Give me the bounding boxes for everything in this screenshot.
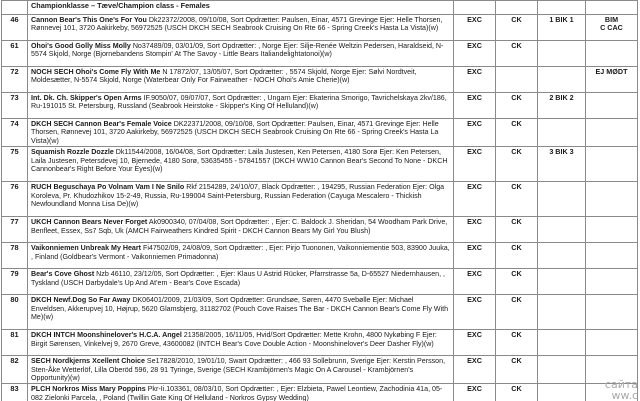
entry-certificate: CK [496,147,538,182]
dog-details: Se17828/2010, 19/01/10, Swart Opdrætter: , 466 93 Sollebrunn, Sverige Ejer: Kerstin Persson, Sten-Åke Wetterlöf, Lilla Oberöd 596, 28 91 Tyringe, Sverige (SECH Krambjörnen's Magic On A Carousel - Krambjörnen's Opportunity)(w) [31,357,446,383]
entry-row [2,384,638,401]
entry-row [2,147,638,182]
entry-certificate: CK [496,243,538,269]
entry-description [28,356,454,384]
entry-placement [538,182,586,217]
dog-details: Ak0900340, 07/04/08, Sort Opdrætter: , Ejer: C. Baldock J. Sheridan, 54 Woodham Park Drive, Benfleet, Essex, Ss7 Sqb, Uk (AMCH Fairweathers Kindred Spirit - DKCH Cannon Bears My Girl You Blush) [31,218,448,235]
dog-name: Cannon Bear's This One's For You [31,16,147,24]
entry-certificate: CK [496,41,538,67]
entry-number: 77 [2,217,28,243]
entry-award [586,295,638,330]
entry-certificate: CK [496,384,538,401]
entry-row [2,330,638,356]
entry-certificate [496,67,538,93]
class-header-row [2,1,638,15]
dog-name: NOCH SECH Ohoi's Come Fly With Me [31,68,161,76]
dog-name: UKCH Cannon Bears Never Forget [31,218,148,227]
entry-certificate: CK [496,356,538,384]
dog-details: Nzb 46110, 23/12/05, Sort Opdrætter: , Ejer: Klaus U Astrid Rücker, Pfarrstrasse 5a, D-65527 Niedernhausen, , Tyskland (USCH Darbydale's Up And At'em - Bear's Cove Escada) [31,270,445,287]
watermark-line-2: ww.c [611,389,638,401]
entry-description [28,119,454,147]
entry-certificate: CK [496,182,538,217]
entry-description [28,330,454,356]
entry-certificate: CK [496,119,538,147]
entry-description [28,67,454,93]
dog-details: Dk22372/2008, 09/10/08, Sort Opdrætter: Paulsen, Einar, 4571 Grevinge Ejer: Helle Thorsen, Rønnevej 101, 3720 Aakirkeby, 56972525 (USCH DKCH SECH Seabrook Cruising On Rte 66 - Spring Creek's Hasta La Vista)(w) [31,16,443,33]
entry-row [2,295,638,330]
entry-grade: EXC [454,356,496,384]
dog-details: Rkf 2154289, 24/10/07, Black Opdrætter: , 194295, Russian Federation Ejer: Olga Koroleva, Pr. Khudozhikov 15-2-49, Russia, Ru-199004 Saint-Petersburg, Russian Federation (Cayuga Mescalero - Thickish Newfoundland Monna Lisa De)(w) [31,183,445,209]
award-line: BIM [604,15,619,24]
entry-placement [538,356,586,384]
entry-grade: EXC [454,119,496,147]
results-table [1,0,638,401]
entry-certificate: CK [496,217,538,243]
entry-placement [538,217,586,243]
dog-details: DK06401/2009, 21/03/09, Sort Opdrætter: Grundsøe, Søren, 4470 Svebølle Ejer: Michael Enveldsen, Akkerupvej 10, Højrup, 5620 Glamsbjerg, 31182702 (Pouch Cove Raises The Bar - DKCH Cannon Bear's Come Fly With Me)(w) [31,296,449,322]
entry-grade: EXC [454,182,496,217]
entry-description [28,15,454,41]
entry-placement [538,67,586,93]
entry-award [586,15,638,41]
entry-grade: EXC [454,243,496,269]
entry-placement [538,41,586,67]
entry-placement [538,269,586,295]
entry-row [2,41,638,67]
entry-number: 82 [2,356,28,384]
entry-number: 72 [2,67,28,93]
dog-name: DKCH SECH Cannon Bear's Female Voice [31,120,172,128]
entry-row [2,15,638,41]
dog-details: Fi47502/09, 24/08/09, Sort Opdrætter: , Ejer: Pirjo Tuononen, Vaikonniementie 503, 83900 Juuka, , Finland (Goldbear's Vermont - Vaikonniemen Primadonna) [31,244,450,261]
entry-placement [538,119,586,147]
entry-row [2,182,638,217]
entry-award [586,243,638,269]
entry-description [28,147,454,182]
entry-certificate: CK [496,93,538,119]
entry-grade: EXC [454,15,496,41]
dog-details: 21358/2005, 16/11/05, Hvid/Sort Opdrætter: Mette Krohn, 4800 Nykøbing F Ejer: Birgit Sørensen, Vinkelvej 9, 2670 Greve, 43600082 (INTCH Bear's Cove Double Action - Moonshinelover's Deer Dasher Fly)(w) [31,331,437,348]
entry-number: 46 [2,15,28,41]
dog-name: RUCH Beguschaya Po Volnam Vam I Ne Snilo [31,183,185,192]
entry-description [28,217,454,243]
watermark-line-1: сайта [604,378,638,391]
entry-row [2,93,638,119]
dog-name: SECH Nordkjerns Xcellent Choice [31,357,145,366]
entry-description [28,269,454,295]
entry-certificate: CK [496,15,538,41]
entry-number: 80 [2,295,28,330]
dog-details: DK22371/2008, 09/10/08, Sort Opdrætter: Paulsen, Einar, 4571 Grevinge Ejer: Helle Thorsen, Rønnevej 101, 3720 Aakirkeby, 56972525 (USCH DKCH SECH Seabrook Cruising On Rte 66 - Spring Creek's Hasta La Vista)(w) [31,120,439,145]
entry-certificate: CK [496,269,538,295]
entry-grade: EXC [454,147,496,182]
entry-grade: EXC [454,330,496,356]
entry-description [28,41,454,67]
entry-grade: EXC [454,269,496,295]
entry-placement: 2 BIK 2 [538,93,586,119]
entry-award [586,93,638,119]
entry-number: 75 [2,147,28,182]
entry-award [586,269,638,295]
entry-placement [538,295,586,330]
entry-award [586,67,638,93]
entry-row [2,67,638,93]
entry-award [586,41,638,67]
dog-name: Vaikonniemen Unbreak My Heart [31,244,141,253]
dog-name: PLCH Norkros Miss Mary Poppins [31,385,146,394]
entry-grade: EXC [454,384,496,401]
entry-description [28,182,454,217]
dog-details: IF.9050/07, 09/07/07, Sort Opdrætter: , Ungarn Ejer: Ekaterina Smorigo, Tavrichelskaya 2kv/186, Ru-191015 St. Petersburg, Russland (Seabrook Heirstoke - Skipper's King Of Helluland)(w) [31,94,447,111]
entry-certificate: CK [496,295,538,330]
entry-description [28,384,454,401]
entry-certificate: CK [496,330,538,356]
entry-award [586,182,638,217]
entry-number: 83 [2,384,28,401]
dog-details: Dk11544/2008, 16/04/08, Sort Opdrætter: Laila Justesen, Ken Petersen, 4180 Sorø Ejer: Ken Petersen, Laila Justesen, Petersdevej 10, Bjernede, 4180 Sorø, 53635455 - 57841557 (DKCH WW10 Cannon Bear's Second To None - DKCH Cannonbear's Right Before Your Eyes)(w) [31,148,448,174]
entry-placement: 1 BIK 1 [538,15,586,41]
dog-details: No37489/09, 03/01/09, Sort Opdrætter: , Norge Ejer: Silje-Renée Weltzin Pedersen, Haraldseid, N-5574 Skjold, Norge (Bjornebandens Stompin' At The Savoy - Little Bears Italiandelightatonoi)(w) [31,42,444,59]
entry-placement: 3 BIK 3 [538,147,586,182]
award-line: C CAC [600,23,623,33]
dog-details: N 17872/07, 13/05/07, Sort Opdrætter: , 5574 Skjold, Norge Ejer: Sølvi Nordtveit, Moldesætter, N-5574 Skjold, Norge (Waterbear Only For Fairweather - NOCH Ohoi's Amie Cherie)(w) [31,68,417,85]
entry-placement [538,243,586,269]
entry-number: 61 [2,41,28,67]
entry-grade: EXC [454,41,496,67]
entry-placement [538,384,586,401]
entry-description [28,243,454,269]
dog-details: Pkr-Ii.103361, 08/03/10, Sort Opdrætter: , Ejer: Elzbieta, Pawel Leontiew, Zachodinia 41a, 05-082 Zielonki Parcela, , Poland (Twillin Gate King Of Helluland - Norkros Gypsy Wedding) [31,385,443,401]
entry-award [586,119,638,147]
entry-number: 78 [2,243,28,269]
entry-number: 81 [2,330,28,356]
dog-name: Squamish Rozzle Dozzle [31,148,114,157]
class-title: Championklasse – Tæve/Champion class - Females [28,1,454,15]
dog-name: Int. Dk. Ch. Skipper's Open Arms [31,94,142,102]
entry-description [28,295,454,330]
entry-number: 79 [2,269,28,295]
dog-name: Bear's Cove Ghost [31,270,95,279]
entry-grade: EXC [454,93,496,119]
entry-grade: EXC [454,217,496,243]
entry-row [2,356,638,384]
entry-placement [538,330,586,356]
watermark [605,379,638,401]
entry-award [586,147,638,182]
entry-row [2,217,638,243]
entry-grade: EXC [454,67,496,93]
dog-name: Ohoi's Good Golly Miss Molly [31,42,131,50]
award-line: EJ MØDT [595,67,628,76]
dog-name: DKCH Newf.Dog So Far Away [31,296,131,305]
entry-award [586,330,638,356]
entry-grade: EXC [454,295,496,330]
entry-description [28,93,454,119]
entry-number: 74 [2,119,28,147]
entry-row [2,243,638,269]
entry-row [2,119,638,147]
dog-name: DKCH INTCH Moonshinelover's H.C.A. Angel [31,331,182,340]
entry-award [586,217,638,243]
entry-row [2,269,638,295]
entry-number: 73 [2,93,28,119]
entry-number: 76 [2,182,28,217]
